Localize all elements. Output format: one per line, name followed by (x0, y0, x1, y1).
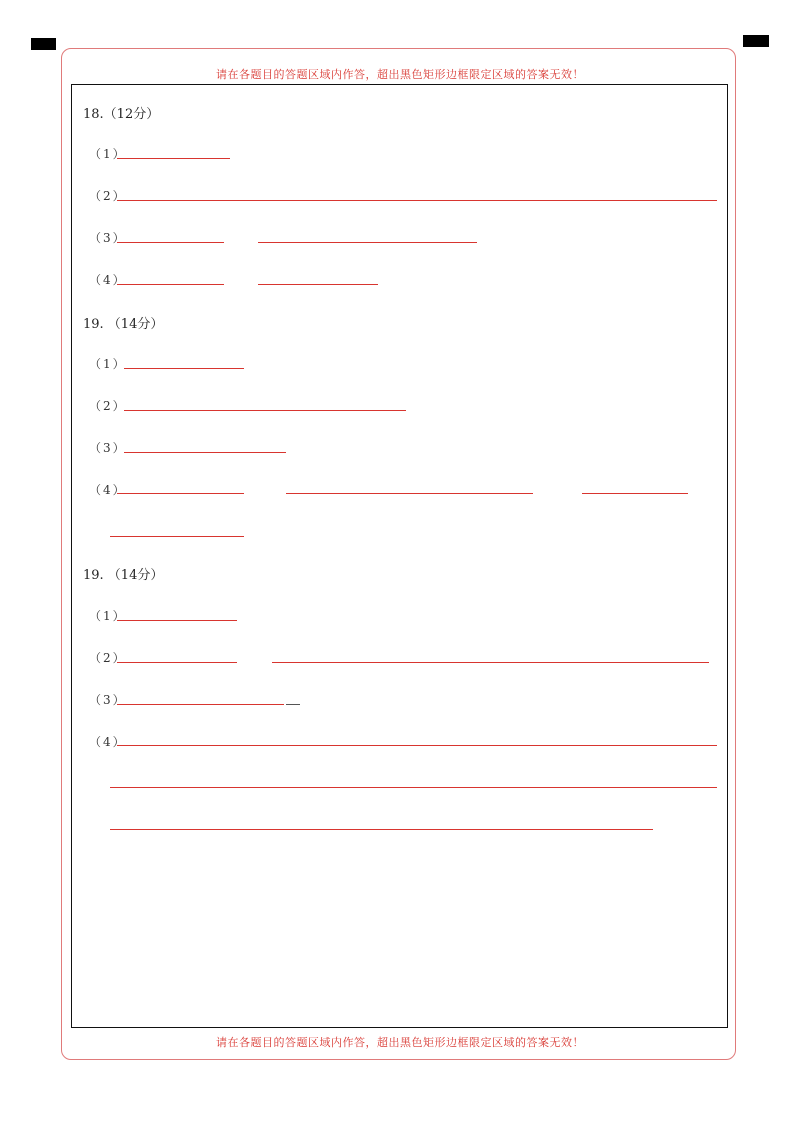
q19-part-1-label: （1） (89, 357, 127, 371)
answer-region-frame (71, 84, 728, 1028)
q18-part-1-label: （1） (89, 147, 127, 161)
q19-part-4-answer-line-d[interactable] (110, 536, 244, 537)
corner-marker-right (743, 35, 769, 47)
q19-part-2-label: （2） (89, 399, 127, 413)
q19-part-4-answer-line-b[interactable] (286, 493, 533, 494)
q19b-part-4-answer-line-a[interactable] (117, 745, 717, 746)
q19b-part-4-answer-line-b[interactable] (110, 787, 717, 788)
q19b-part-1-answer-line[interactable] (117, 620, 237, 621)
q19-part-4-answer-line-c[interactable] (582, 493, 688, 494)
q19b-part-4-answer-line-c[interactable] (110, 829, 653, 830)
question-19-title: 19. （14分） (83, 317, 164, 332)
q19-part-1-answer-line[interactable] (124, 368, 244, 369)
question-19b-title: 19. （14分） (83, 568, 164, 583)
q18-part-2-answer-line[interactable] (117, 200, 717, 201)
q19b-part-2-label: （2） (89, 651, 127, 665)
q19-part-3-answer-line[interactable] (124, 452, 286, 453)
question-18-title: 18.（12分） (83, 107, 160, 122)
q19b-part-3-label: （3） (89, 693, 127, 707)
q19b-part-4-label: （4） (89, 735, 127, 749)
notice-bottom: 请在各题目的答题区域内作答，超出黑色矩形边框限定区域的答案无效！ (216, 1036, 584, 1049)
q18-part-4-answer-line-a[interactable] (117, 284, 224, 285)
q19b-part-1-label: （1） (89, 609, 127, 623)
q18-part-3-label: （3） (89, 231, 127, 245)
q18-part-2-label: （2） (89, 189, 127, 203)
q18-part-3-answer-line-b[interactable] (258, 242, 477, 243)
q18-part-3-answer-line-a[interactable] (117, 242, 224, 243)
q19b-part-2-answer-line-b[interactable] (272, 662, 709, 663)
q18-part-1-answer-line[interactable] (117, 158, 230, 159)
notice-top: 请在各题目的答题区域内作答，超出黑色矩形边框限定区域的答案无效！ (216, 68, 584, 81)
q19-part-2-answer-line[interactable] (124, 410, 406, 411)
q19-part-4-label: （4） (89, 483, 127, 497)
q19b-part-2-answer-line-a[interactable] (117, 662, 237, 663)
q19-part-4-answer-line-a[interactable] (117, 493, 244, 494)
q19b-part-3-answer-line[interactable] (117, 704, 284, 705)
q19-part-3-label: （3） (89, 441, 127, 455)
q18-part-4-answer-line-b[interactable] (258, 284, 378, 285)
corner-marker-left (31, 38, 56, 50)
q19b-part-3-answer-line-tail (286, 704, 300, 705)
q18-part-4-label: （4） (89, 273, 127, 287)
